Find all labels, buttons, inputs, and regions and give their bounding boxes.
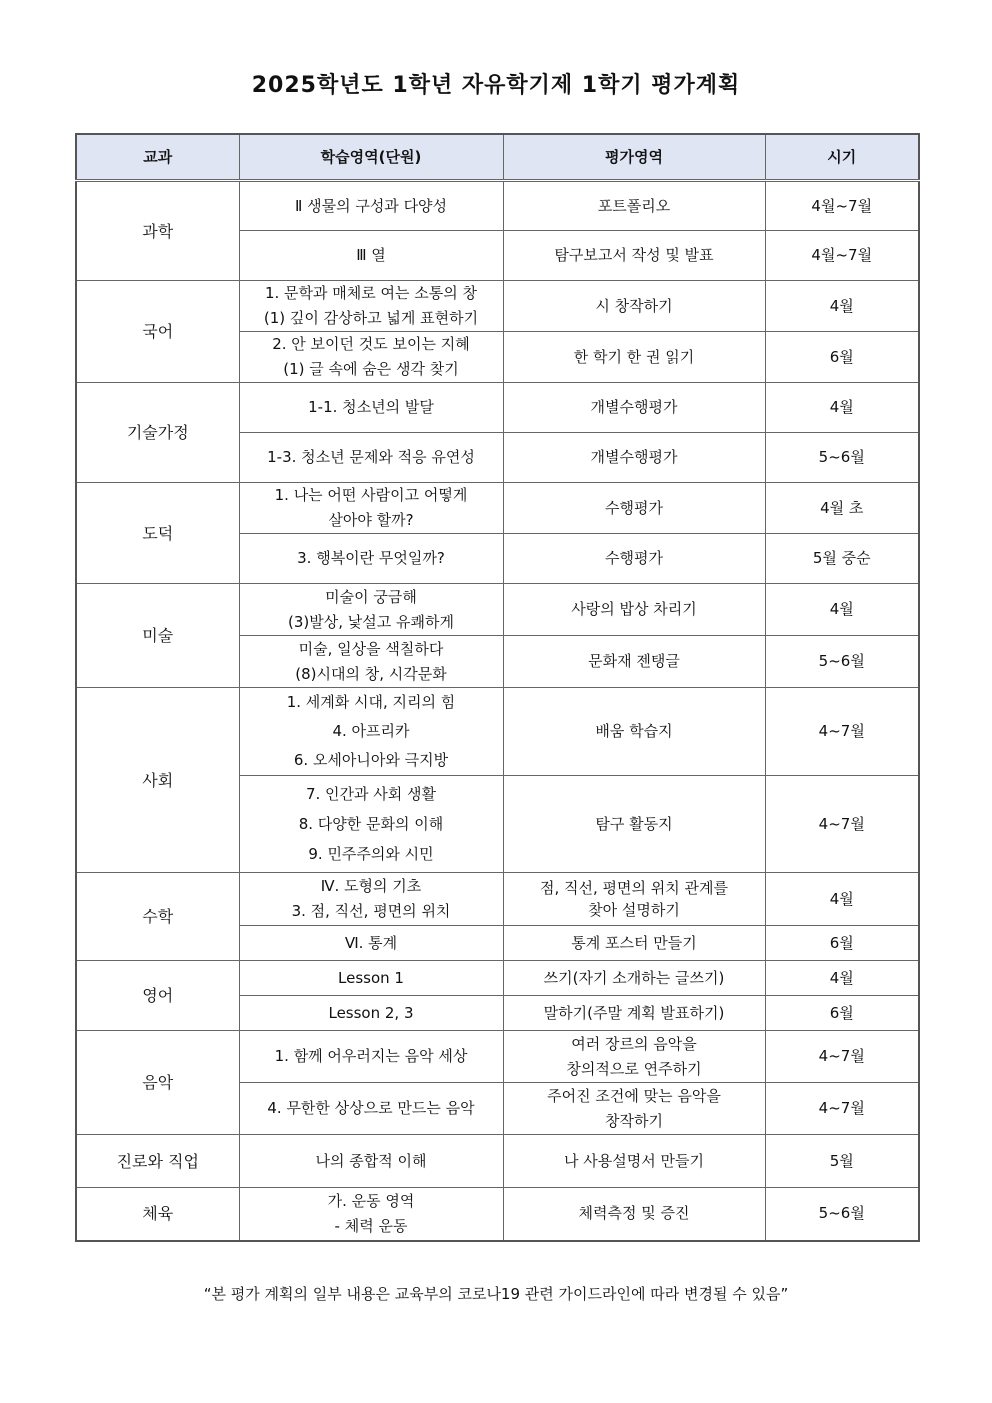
table-row [76, 1031, 919, 1083]
unit-line: 3. 행복이란 무엇일까? [297, 549, 445, 567]
unit-line: (1) 깊이 감상하고 넓게 표현하기 [263, 309, 479, 327]
subject-cell: 사회 [76, 688, 239, 873]
eval-line: 여러 장르의 음악을 [571, 1034, 697, 1053]
unit-line: (1) 글 속에 숨은 생각 찾기 [283, 360, 459, 378]
unit-line: 6. 오세아니아와 극지방 [293, 751, 449, 769]
eval-cell [503, 1188, 765, 1241]
subject-cell: 과학 [76, 181, 239, 281]
unit-line: 나의 종합적 이해 [315, 1151, 427, 1170]
eval-cell [503, 181, 765, 231]
unit-line: 7. 인간과 사회 생활 [305, 785, 437, 803]
eval-line: 탐구보고서 작성 및 발표 [554, 246, 714, 264]
unit-line: 1. 문학과 매체로 여는 소통의 창 [264, 284, 478, 302]
eval-line: 점, 직선, 평면의 위치 관계를 [540, 879, 728, 897]
period-cell: 4~7월 [765, 1083, 919, 1135]
eval-line: 체력측정 및 증진 [578, 1204, 690, 1223]
table-row [76, 688, 919, 776]
unit-line: 미술이 궁금해 [325, 587, 417, 606]
period-cell: 5월 [765, 1135, 919, 1188]
eval-cell [503, 776, 765, 873]
evaluation-plan-table [75, 133, 920, 1242]
eval-line: 사랑의 밥상 차리기 [571, 600, 697, 618]
period-cell: 4월 초 [765, 483, 919, 534]
header-evaluation: 평가영역 [503, 134, 765, 181]
unit-line: - 체력 운동 [334, 1216, 408, 1235]
eval-line: 수행평가 [605, 549, 663, 567]
unit-line: Ⅵ. 통계 [344, 933, 398, 952]
unit-cell [239, 433, 503, 483]
period-cell: 6월 [765, 926, 919, 961]
eval-cell [503, 873, 765, 926]
period-cell: 4~7월 [765, 1031, 919, 1083]
unit-cell [239, 1031, 503, 1083]
eval-cell [503, 1135, 765, 1188]
eval-line: 쓰기(자기 소개하는 글쓰기) [543, 968, 725, 987]
subject-cell: 미술 [76, 584, 239, 688]
unit-line: 3. 점, 직선, 평면의 위치 [291, 902, 451, 920]
unit-line: 1. 세계화 시대, 지리의 힘 [286, 693, 456, 711]
eval-cell [503, 231, 765, 281]
unit-cell [239, 961, 503, 996]
subject-cell: 음악 [76, 1031, 239, 1135]
eval-cell [503, 926, 765, 961]
table-header-row [76, 134, 919, 181]
eval-cell [503, 688, 765, 776]
period-cell: 4~7월 [765, 776, 919, 873]
unit-line: 미술, 일상을 색칠하다 [298, 639, 444, 658]
unit-cell [239, 926, 503, 961]
eval-cell [503, 636, 765, 688]
table-row [76, 1188, 919, 1241]
unit-line: 2. 안 보이던 것도 보이는 지혜 [272, 335, 470, 353]
unit-cell [239, 231, 503, 281]
eval-line: 개별수행평가 [590, 398, 678, 416]
unit-line: 1-1. 청소년의 발달 [308, 398, 434, 416]
subject-cell: 진로와 직업 [76, 1135, 239, 1188]
eval-line: 한 학기 한 권 읽기 [573, 347, 695, 366]
unit-cell [239, 1188, 503, 1241]
unit-line: Ⅳ. 도형의 기초 [320, 877, 422, 895]
eval-cell [503, 332, 765, 383]
eval-line: 수행평가 [605, 498, 663, 517]
unit-line: 1-3. 청소년 문제와 적응 유연성 [267, 448, 475, 466]
subject-cell: 체육 [76, 1188, 239, 1241]
unit-line: 8. 다양한 문화의 이해 [298, 815, 444, 833]
unit-cell [239, 483, 503, 534]
unit-line: (8)시대의 창, 시각문화 [295, 664, 447, 683]
period-cell: 4월 [765, 281, 919, 332]
unit-line: 가. 운동 영역 [327, 1191, 415, 1210]
subject-cell: 국어 [76, 281, 239, 383]
eval-line: 시 창작하기 [595, 296, 673, 315]
table-row [76, 1135, 919, 1188]
eval-cell [503, 1083, 765, 1135]
table-row [76, 873, 919, 926]
table-row [76, 483, 919, 534]
unit-cell [239, 281, 503, 332]
period-cell: 4월 [765, 584, 919, 636]
eval-line: 나 사용설명서 만들기 [564, 1151, 704, 1170]
unit-line: 9. 민주주의와 시민 [308, 845, 434, 863]
unit-line: Lesson 1 [338, 968, 404, 987]
unit-cell [239, 688, 503, 776]
eval-line: 통계 포스터 만들기 [571, 933, 697, 952]
subject-cell: 수학 [76, 873, 239, 961]
unit-cell [239, 636, 503, 688]
eval-line: 말하기(주말 계획 발표하기) [543, 1003, 725, 1022]
unit-cell [239, 1083, 503, 1135]
unit-cell [239, 1135, 503, 1188]
page-title: 2025학년도 1학년 자유학기제 1학기 평가계획 [251, 73, 741, 98]
table-row [76, 584, 919, 636]
unit-cell [239, 181, 503, 231]
period-cell: 4월 [765, 383, 919, 433]
period-cell: 4월 [765, 873, 919, 926]
eval-cell [503, 961, 765, 996]
period-cell: 4월~7월 [765, 231, 919, 281]
period-cell: 4월~7월 [765, 181, 919, 231]
footnote: “본 평가 계획의 일부 내용은 교육부의 코로나19 관련 가이드라인에 따라 변경될 수 있음” [203, 1285, 789, 1303]
unit-cell [239, 996, 503, 1031]
eval-cell [503, 433, 765, 483]
unit-line: 1. 함께 어우러지는 음악 세상 [274, 1047, 468, 1065]
unit-line: Ⅲ 열 [356, 246, 386, 264]
unit-line: Lesson 2, 3 [328, 1003, 414, 1022]
eval-line: 탐구 활동지 [595, 814, 673, 833]
unit-cell [239, 383, 503, 433]
unit-line: 살아야 할까? [328, 511, 414, 529]
period-cell: 6월 [765, 332, 919, 383]
table-row [76, 281, 919, 332]
unit-line: 4. 아프리카 [332, 722, 410, 740]
table-row [76, 961, 919, 996]
unit-line: 1. 나는 어떤 사람이고 어떻게 [274, 486, 468, 504]
period-cell: 6월 [765, 996, 919, 1031]
unit-cell [239, 584, 503, 636]
period-cell: 5월 중순 [765, 534, 919, 584]
unit-cell [239, 534, 503, 584]
eval-cell [503, 281, 765, 332]
eval-line: 찾아 설명하기 [588, 901, 680, 919]
header-subject: 교과 [76, 134, 239, 181]
eval-cell [503, 1031, 765, 1083]
unit-line: Ⅱ 생물의 구성과 다양성 [294, 196, 448, 215]
period-cell: 4~7월 [765, 688, 919, 776]
header-unit: 학습영역(단원) [239, 134, 503, 181]
eval-line: 배움 학습지 [595, 722, 673, 740]
table-row [76, 383, 919, 433]
eval-line: 창작하기 [605, 1111, 663, 1130]
eval-line: 주어진 조건에 맞는 음악을 [547, 1086, 721, 1105]
subject-cell: 도덕 [76, 483, 239, 584]
eval-cell [503, 383, 765, 433]
eval-cell [503, 996, 765, 1031]
period-cell: 5~6월 [765, 636, 919, 688]
header-period: 시기 [765, 134, 919, 181]
unit-line: 4. 무한한 상상으로 만드는 음악 [267, 1099, 475, 1117]
eval-cell [503, 534, 765, 584]
eval-line: 문화재 젠탱글 [588, 652, 680, 670]
period-cell: 5~6월 [765, 433, 919, 483]
table-row [76, 181, 919, 231]
eval-line: 포트폴리오 [597, 196, 671, 215]
eval-cell [503, 584, 765, 636]
eval-line: 창의적으로 연주하기 [566, 1059, 702, 1078]
unit-line: (3)발상, 낯설고 유쾌하게 [288, 612, 454, 631]
unit-cell [239, 332, 503, 383]
period-cell: 4월 [765, 961, 919, 996]
unit-cell [239, 873, 503, 926]
eval-line: 개별수행평가 [590, 448, 678, 466]
period-cell: 5~6월 [765, 1188, 919, 1241]
subject-cell: 영어 [76, 961, 239, 1031]
subject-cell: 기술가정 [76, 383, 239, 483]
unit-cell [239, 776, 503, 873]
eval-cell [503, 483, 765, 534]
